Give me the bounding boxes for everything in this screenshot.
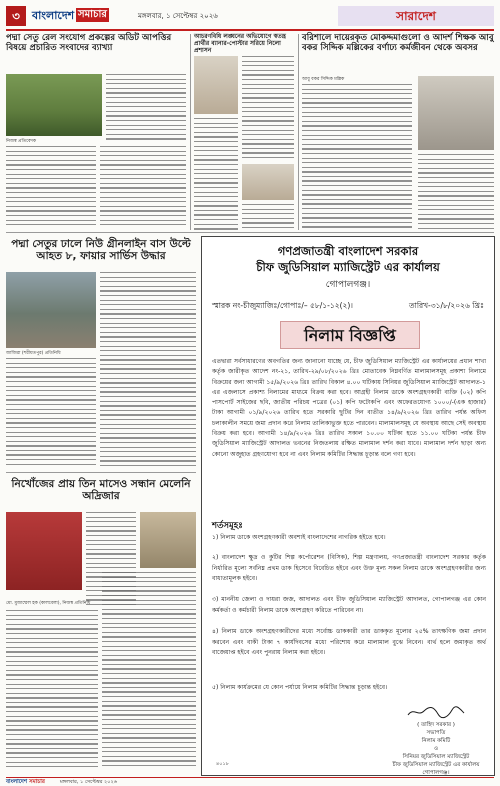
notice-date: তারিখ-৩১/৮/২০২৬ খ্রিঃ [409, 301, 484, 310]
footer-logo-text-1: বাংলাদেশ [6, 779, 28, 785]
row-divider-1 [6, 232, 494, 233]
photo-candidate [194, 56, 238, 114]
body-election-right [242, 56, 294, 160]
photo-teacher [418, 76, 494, 150]
notice-condition-4: ৪) নিলাম ডাকে অংশগ্রহণকারীদের মধ্যে সর্বোচ্চ ডাককারী তার ডাককৃত মূল্যের ২৫% তাৎক্ষণিক জমা প্রদান করবেন এবং বাকী টাকা ৭ কার্যদিবসের মধ্যে পরিশোধ করে মালামাল বুঝে নিবেন। ব্যর্থ হলে জমাকৃত অর্থ বাজেয়াপ্ত হইবে এবং পুনরায় নিলাম করা হইবে। [212, 628, 486, 657]
caption-bus: জাজিরা (শরীয়তপুর) প্রতিনিধি [6, 351, 61, 356]
notice-paragraph: এতদ্বারা সর্বসাধারণের অবগতির জন্য জানানো যাচ্ছে যে, চীফ জুডিসিয়াল ম্যাজিস্ট্রেট এর কার্যালয়ের প্রধান শাখা কর্তৃক জারীকৃত আদেশ নং-২১, তারিখ-২৯/০৮/২০২৬ খ্রিঃ মোতাবেক নিম্নবর্ণিত মালামালসমূহ প্রকাশ্য নিলামে বিক্রয়ের জন্য আগামী ১৫/৯/২০২৬ খ্রিঃ তারিখ বিকাল ৪.০০ ঘটিকায় সিনিয়র জুডিসিয়াল ম্যাজিস্ট্রেট আদালত-১ এর এজলাসে প্রকাশ্য নিলামের মাধ্যমে বিক্রয় করা হবে। আগ্রহী নিলাম ডাকে অংশগ্রহণকারী ব্যক্তি (০২) কপি পাসপোর্ট সাইজের ছবি, জাতীয় পরিচয় পত্রের (০১) কপি ফটোকপি এবং অফেরতযোগ্য ১০০০/-(এক হাজার) টাকা আগামী ০১/৯/২০২৬ তারিখ হতে সরকারি ছুটির দিন ব্যতীত ১৪/৯/২০২৬ খ্রিঃ তারিখ পর্যন্ত অফিস চলাকালীন সময়ে জমা প্রদান করে নিলাম তালিকাভুক্ত হতে পারবেন। মালামালসমূহ যে অবস্থায় আছে সেই অবস্থায় বিক্রয় করা হবে। আগামী ১৪/৯/২০২৬ খ্রিঃ তারিখ সকাল ১০.০০ ঘটিকা হতে ১১.০০ ঘটিকা পর্যন্ত চীফ জুডিসিয়াল ম্যাজিস্ট্রেট আদালত ভবনের নিজতলায় রক্ষিত মালামাল দর্শন করা যাবে। মালামাল দর্শন ছাড়া অন্য কোনো অজুহাত গ্রহণযোগ্য হবে না এবং নিলাম কমিটির সিদ্ধান্ত চূড়ান্ত বলে গণ্য হবে। [212, 358, 486, 458]
body-barishal-left [302, 84, 412, 230]
signatory-title-3: ও [433, 746, 439, 752]
headline-missing: নিখোঁজের প্রায় তিন মাসেও সন্ধান মেলেনি অদ্রিজার [11, 478, 191, 503]
notice-code: ৪০১৮ [216, 761, 229, 767]
body-padma-right [106, 74, 186, 140]
page-number: ৩ [6, 6, 26, 26]
issue-date: মঙ্গলবার, ১ সেপ্টেম্বর ২০২৬ [138, 12, 218, 20]
masthead-rule [6, 29, 494, 31]
logo-text-1: বাংলাদেশ [32, 9, 75, 22]
signatory-title-1: সভাপতি [426, 730, 446, 736]
signatory-name: ( তাহিদ সরকার ) [417, 722, 455, 728]
body-bus-left [6, 358, 96, 468]
photo-padma-officials [6, 74, 102, 136]
notice-conditions-title: শর্তসমূহঃ [212, 521, 243, 531]
caption-missing: মো. মুজাম্মেল হক (কালবেলা), নিজস্ব প্রতিনিধি [6, 601, 91, 606]
newspaper-logo [32, 7, 112, 25]
footer-rule [6, 777, 494, 778]
body-bus-right [100, 272, 196, 468]
headline-election-poster: আচরণবিধি লঙ্ঘনের অভিযোগে স্বতন্ত্র প্রার্থীর ব্যানার-পোস্টার সরিয়ে নিলো প্রশাসন [194, 33, 286, 54]
headline-padma-audit: পদ্মা সেতু রেল সংযোগ প্রকল্পের অডিট আপত্তির বিষয়ে প্রচারিত সংবাদের ব্যাখ্যা [6, 33, 172, 53]
body-missing-right [102, 572, 196, 770]
notice-reference: স্মারক নং-চীজুম্যাজিঃ/গোপাঃ/– ৫৮/১-১২(২)। [212, 301, 353, 310]
notice-title: নিলাম বিজ্ঞপ্তি [280, 321, 420, 349]
notice-location: গোপালগঞ্জ। [325, 280, 371, 290]
body-padma-mid [100, 146, 186, 228]
photo-family [140, 512, 196, 568]
notice-govt-header: গণপ্রজাতন্ত্রী বাংলাদেশ সরকার [277, 244, 419, 258]
footer-logo [6, 779, 45, 786]
notice-office-header: চীফ জুডিসিয়াল ম্যাজিস্ট্রেট এর কার্যালয় [256, 260, 440, 274]
footer-logo-text-2: সমাচার [29, 779, 45, 785]
body-missing-left [6, 610, 98, 770]
caption-barishal: আবু বকর সিদ্দিক মল্লিক [302, 77, 345, 82]
signatory-title-6: গোপালগঞ্জ। [422, 770, 450, 776]
signatory-title-5: চীফ জুডিসিয়াল ম্যাজিস্ট্রেট এর কার্যালয় [392, 762, 480, 768]
caption-padma: নিজস্ব প্রতিবেদক [6, 139, 37, 144]
signature-scribble [406, 705, 466, 719]
body-election-bottom [242, 204, 294, 230]
logo-text-2: সমাচার [78, 9, 107, 20]
signatory-title-4: সিনিয়র জুডিসিয়াল ম্যাজিস্ট্রেট [402, 754, 470, 760]
body-election-left [194, 118, 238, 230]
notice-condition-5: ৫) নিলাম কার্যক্রমের যে কোন পর্যায়ে নিলাম কমিটির সিদ্ধান্ত চূড়ান্ত হইবে। [212, 684, 388, 691]
body-barishal-right [418, 154, 494, 230]
photo-bus-accident [6, 272, 96, 348]
column-divider-1 [190, 34, 191, 230]
photo-missing-girl [6, 512, 82, 590]
column-divider-2 [298, 34, 299, 230]
notice-condition-3: ৩) মাননীয় জেলা ও দায়রা জজ, আদালত এবং চীফ জুডিসিয়াল ম্যাজিস্ট্রেট আদালত, গোপালগঞ্জ এর কোন কর্মকর্তা ও কর্মচারী নিলাম ডাকে অংশগ্রহণ করিতে পারিবেন না। [212, 596, 486, 614]
notice-condition-1: ১) নিলাম ডাকে অংশগ্রহণকারী অবশ্যই বাংলাদেশের নাগরিক হইতে হবে। [212, 534, 386, 541]
masthead [6, 6, 494, 28]
section-title: সারাদেশ [338, 6, 494, 26]
notice-signature-block [384, 705, 488, 777]
headline-bus-accident: পদ্মা সেতুর ঢালে নিউ গ্রীনলাইন বাস উল্টে আহত ৮, ফায়ার সার্ভিস উদ্ধার [11, 238, 191, 263]
footer-date: মঙ্গলবার, ১ সেপ্টেম্বর ২০২৬ [60, 779, 118, 785]
headline-barishal: বরিশালে দায়েরকৃত মোকদ্দমাগুলো ও আদর্শ শিক্ষক আবু বকর সিদ্দিক মল্লিকের বর্ণাঢ্য কর্মজীবন থেকে অবসর [302, 33, 494, 53]
body-padma-left [6, 146, 96, 228]
photo-election-group [242, 164, 294, 200]
row-divider-2 [6, 472, 196, 473]
notice-condition-2: ২) বাংলাদেশ ক্ষুদ্র ও কুটির শিল্প কর্পোরেশন (বিসিক), শিল্প মন্ত্রণালয়, গণপ্রজাতন্ত্রী বাংলাদেশ সরকার কর্তৃক নির্ধারিত মূল্যে সর্বনিম্ন প্রথম ডাক হিসেবে বিবেচিত হইবে এবং উক্ত মূল্য সকল নিলাম ডাকে অংশগ্রহণকারীর জন্য বাধ্যতামূলক হইবে। [212, 554, 486, 583]
auction-notice [201, 236, 495, 776]
signatory-title-2: নিলাম কমিটি [421, 738, 451, 744]
